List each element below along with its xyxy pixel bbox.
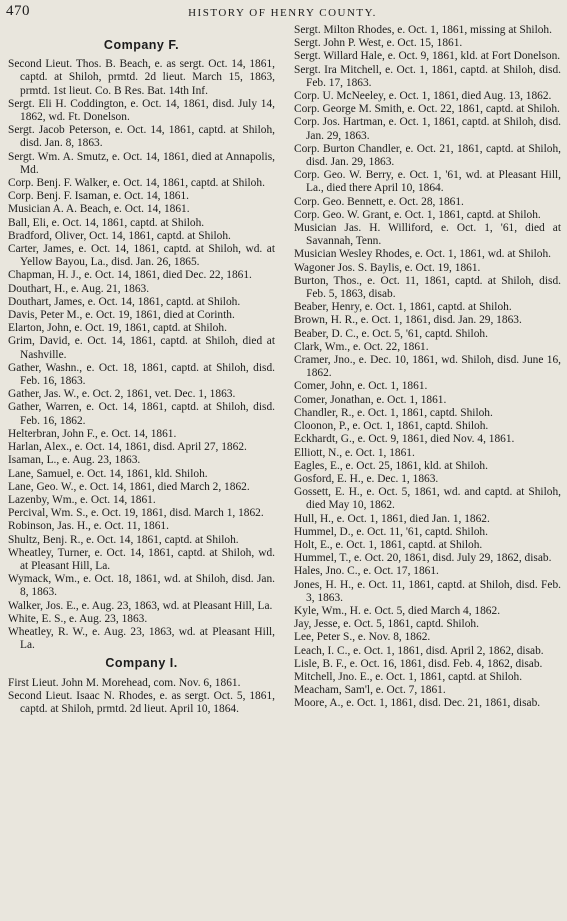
roster-entry: Gather, Warren, e. Oct. 14, 1861, captd. at Shiloh, disd. Feb. 16, 1862. [8,401,275,427]
roster-entry: Sergt. Willard Hale, e. Oct. 9, 1861, kld. at Fort Donelson. [294,50,561,63]
roster-entry: Jay, Jesse, e. Oct. 5, 1861, captd. Shiloh. [294,618,479,631]
roster-entry: Sergt. John P. West, e. Oct. 15, 1861. [294,37,463,50]
roster-entry: Sergt. Jacob Peterson, e. Oct. 14, 1861, captd. at Shiloh, disd. Jan. 8, 1863. [8,124,275,150]
roster-entry: Hummel, D., e. Oct. 11, '61, captd. Shiloh. [294,525,488,538]
roster-entry: Gather, Washn., e. Oct. 18, 1861, captd. at Shiloh, disd. Feb. 16, 1863. [8,361,275,388]
roster-entry: Corp. George M. Smith, e. Oct. 22, 1861, captd. at Shiloh. [294,103,560,116]
roster-entry: Ball, Eli, e. Oct. 14, 1861, captd. at Shiloh. [8,216,205,229]
company-f-heading: Company F. [103,38,180,52]
roster-entry: Hales, Jno. C., e. Oct. 17, 1861. [294,565,439,578]
company-i-heading: Company I. [105,656,178,671]
roster-entry: Lazenby, Wm., e. Oct. 14, 1861. [8,493,156,506]
roster-entry: Wymack, Wm., e. Oct. 18, 1861, wd. at Shiloh, disd. Jan. 8, 1863. [8,573,275,599]
company-i-roster-continued [294,24,561,711]
roster-entry: Cramer, Jno., e. Dec. 10, 1861, wd. Shiloh, disd. June 16, 1862. [294,354,561,380]
roster-entry: Elarton, John, e. Oct. 19, 1861, captd. at Shiloh. [8,322,227,335]
roster-entry: Corp. Geo. W. Grant, e. Oct. 1, 1861, captd. at Shiloh. [294,208,541,221]
roster-entry: Grim, David, e. Oct. 14, 1861, captd. at Shiloh, died at Nashville. [8,335,275,361]
roster-entry: Chandler, R., e. Oct. 1, 1861, captd. Shiloh. [294,406,493,419]
company-f-roster [8,58,275,652]
roster-entry: Corp. Jos. Hartman, e. Oct. 1, 1861, captd. at Shiloh, disd. Jan. 29, 1863. [294,116,561,142]
roster-entry: Robinson, Jas. H., e. Oct. 11, 1861. [8,520,169,533]
roster-entry: Second Lieut. Isaac N. Rhodes, e. as sergt. Oct. 5, 1861, captd. at Shiloh, prmtd. 2d lieut. April 10, 1864. [8,689,275,715]
roster-entry: Carter, James, e. Oct. 14, 1861, captd. at Shiloh, wd. at Yellow Bayou, La., disd. Jan. 26, 1865. [8,243,275,269]
roster-entry: Corp. Benj. F. Isaman, e. Oct. 14, 1861. [8,190,189,203]
roster-entry: Gossett, E. H., e. Oct. 5, 1861, wd. and captd. at Shiloh, died May 10, 1862. [294,486,561,512]
roster-entry: Harlan, Alex., e. Oct. 14, 1861, disd. April 27, 1862. [8,441,247,454]
roster-entry: Walker, Jos. E., e. Aug. 23, 1863, wd. at Pleasant Hill, La. [8,599,273,612]
roster-entry: Gosford, E. H., e. Dec. 1, 1863. [294,472,439,485]
right-column [294,24,561,921]
roster-entry: Hull, H., e. Oct. 1, 1861, died Jan. 1, 1862. [294,512,490,525]
roster-entry: Burton, Thos., e. Oct. 11, 1861, captd. at Shiloh, disd. Feb. 5, 1863, disab. [294,274,561,301]
roster-entry: Corp. Geo. Bennett, e. Oct. 28, 1861. [294,195,464,208]
roster-entry: Davis, Peter M., e. Oct. 19, 1861, died at Corinth. [8,309,235,322]
roster-entry: Eckhardt, G., e. Oct. 9, 1861, died Nov. 4, 1861. [294,433,515,446]
roster-entry: Percival, Wm. S., e. Oct. 19, 1861, disd. March 1, 1862. [8,507,264,520]
roster-entry: Kyle, Wm., H. e. Oct. 5, died March 4, 1862. [294,604,501,617]
roster-entry: Gather, Jas. W., e. Oct. 2, 1861, vet. Dec. 1, 1863. [8,388,236,401]
roster-entry: Lane, Geo. W., e. Oct. 14, 1861, died March 2, 1862. [8,480,250,493]
roster-entry: Mitchell, Jno. E., e. Oct. 1, 1861, captd. at Shiloh. [294,670,523,683]
roster-entry: Corp. Geo. W. Berry, e. Oct. 1, '61, wd. at Pleasant Hill, La., died there April 10, 1864. [294,169,561,195]
running-head: HISTORY OF HENRY COUNTY. [188,7,377,19]
roster-entry: Brown, H. R., e. Oct. 1, 1861, disd. Jan. 29, 1863. [294,314,522,327]
roster-entry: Sergt. Eli H. Coddington, e. Oct. 14, 1861, disd. July 14, 1862, wd. Ft. Donelson. [8,97,275,124]
roster-entry: Lisle, B. F., e. Oct. 16, 1861, disd. Feb. 4, 1862, disab. [294,657,543,670]
left-column [8,34,275,921]
roster-entry: Comer, Jonathan, e. Oct. 1, 1861. [294,393,447,406]
roster-entry: Hummel, T., e. Oct. 20, 1861, disd. July 29, 1862, disab. [294,552,552,565]
roster-entry: Jones, H. H., e. Oct. 11, 1861, captd. at Shiloh, disd. Feb. 3, 1863. [294,578,561,604]
roster-entry: Bradford, Oliver, Oct. 14, 1861, captd. at Shiloh. [8,229,231,242]
roster-entry: Second Lieut. Thos. B. Beach, e. as sergt. Oct. 14, 1861, captd. at Shiloh, prmtd. 2d lieut. March 15, 1863, prmtd. 1st lieut. Co. B Res. Bat. 14th Inf. [8,58,275,97]
page-header [6,3,559,23]
roster-entry: Musician Wesley Rhodes, e. Oct. 1, 1861, wd. at Shiloh. [294,248,552,261]
roster-entry: Corp. Burton Chandler, e. Oct. 21, 1861, captd. at Shiloh, disd. Jan. 29, 1863. [294,142,561,169]
roster-entry: Moore, A., e. Oct. 1, 1861, disd. Dec. 21, 1861, disab. [294,697,541,710]
roster-entry: Douthart, H., e. Aug. 21, 1863. [8,282,150,295]
roster-entry: White, E. S., e. Aug. 23, 1863. [8,612,148,625]
roster-entry: Beaber, Henry, e. Oct. 1, 1861, captd. at Shiloh. [294,301,512,314]
roster-entry: Lee, Peter S., e. Nov. 8, 1862. [294,631,431,644]
roster-entry: Comer, John, e. Oct. 1, 1861. [294,380,428,393]
roster-entry: Clark, Wm., e. Oct. 22, 1861. [294,340,429,353]
roster-entry: Wheatley, Turner, e. Oct. 14, 1861, captd. at Shiloh, wd. at Pleasant Hill, La. [8,546,275,572]
roster-entry: Helterbran, John F., e. Oct. 14, 1861. [8,427,177,440]
roster-entry: First Lieut. John M. Morehead, com. Nov. 6, 1861. [8,676,241,689]
roster-entry: Cloonon, P., e. Oct. 1, 1861, captd. Shiloh. [294,420,489,433]
roster-entry: Corp. Benj. F. Walker, e. Oct. 14, 1861, captd. at Shiloh. [8,177,265,190]
roster-entry: Lane, Samuel, e. Oct. 14, 1861, kld. Shiloh. [8,467,208,480]
roster-entry: Corp. U. McNeeley, e. Oct. 1, 1861, died Aug. 13, 1862. [294,90,552,103]
company-i-roster [8,677,275,717]
roster-entry: Beaber, D. C., e. Oct. 5, '61, captd. Shiloh. [294,327,488,340]
roster-entry: Musician Jas. H. Williford, e. Oct. 1, '61, died at Savannah, Tenn. [294,222,561,248]
roster-entry: Musician A. A. Beach, e. Oct. 14, 1861. [8,203,190,216]
roster-entry: Holt, E., e. Oct. 1, 1861, captd. at Shiloh. [294,538,483,551]
page-number: 470 [6,3,30,19]
roster-entry: Isaman, L., e. Aug. 23, 1863. [8,454,141,467]
roster-entry: Shultz, Benj. R., e. Oct. 14, 1861, captd. at Shiloh. [8,533,239,546]
roster-entry: Elliott, N., e. Oct. 1, 1861. [294,446,415,459]
roster-entry: Leach, I. C., e. Oct. 1, 1861, disd. April 2, 1862, disab. [294,644,544,657]
roster-entry: Wheatley, R. W., e. Aug. 23, 1863, wd. at Pleasant Hill, La. [8,625,275,652]
roster-entry: Sergt. Wm. A. Smutz, e. Oct. 14, 1861, died at Annapolis, Md. [8,150,275,176]
roster-entry: Sergt. Ira Mitchell, e. Oct. 1, 1861, captd. at Shiloh, disd. Feb. 17, 1863. [294,63,561,89]
roster-entry: Wagoner Jos. S. Baylis, e. Oct. 19, 1861. [294,261,481,274]
roster-entry: Douthart, James, e. Oct. 14, 1861, captd. at Shiloh. [8,295,241,308]
roster-entry: Eagles, E., e. Oct. 25, 1861, kld. at Shiloh. [294,459,488,472]
roster-entry: Meacham, Sam'l, e. Oct. 7, 1861. [294,684,446,697]
roster-entry: Chapman, H. J., e. Oct. 14, 1861, died Dec. 22, 1861. [8,269,252,282]
roster-entry: Sergt. Milton Rhodes, e. Oct. 1, 1861, missing at Shiloh. [294,24,552,36]
